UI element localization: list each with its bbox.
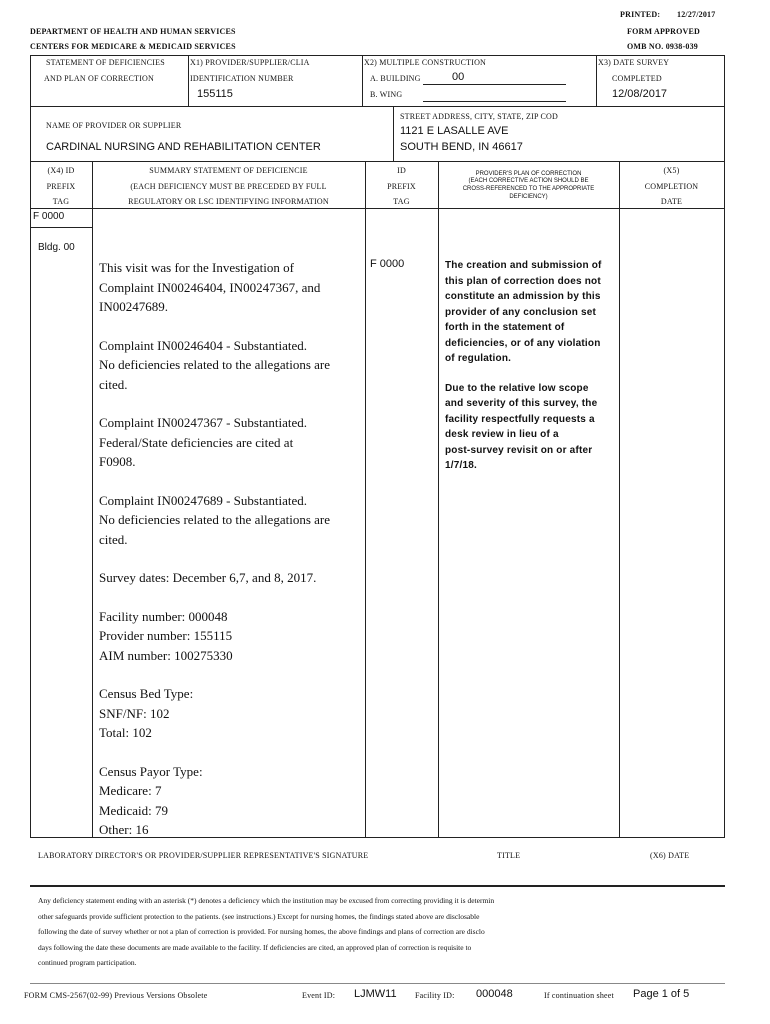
summary-line: Total: 102: [99, 725, 152, 740]
header-row-border: [30, 208, 725, 209]
multiple-construction-label: X2) MULTIPLE CONSTRUCTION: [364, 58, 487, 67]
poc-paragraph: [445, 381, 617, 474]
disclaimer-line: continued program participation.: [38, 958, 137, 968]
id-tag-label: TAG: [393, 197, 410, 206]
summary-paragraph: [99, 568, 361, 588]
summary-line: Census Payor Type:: [99, 763, 203, 779]
summary-paragraph: [99, 491, 361, 550]
summary-line: Medicaid: 79: [99, 802, 168, 818]
summary-line: SNF/NF: 102: [99, 705, 170, 721]
poc-line: 1/7/18.: [445, 460, 477, 471]
ident-right-border: [724, 55, 725, 107]
poc-line: constitute an admission by this: [445, 291, 601, 302]
completion-label: COMPLETION: [644, 182, 699, 191]
table-left-border: [30, 161, 31, 838]
printed-date: 12/27/2017: [677, 10, 716, 19]
footer-top-border: [30, 983, 725, 984]
summary-line: Complaint IN00246404 - Substantiated.: [99, 337, 307, 353]
col-divider-4: [619, 161, 620, 838]
building-tag: Bldg. 00: [38, 242, 75, 253]
printed-label: PRINTED:: [620, 10, 661, 19]
poc-line: of regulation.: [445, 353, 512, 364]
x6-date-label: (X6) DATE: [650, 851, 690, 860]
signature-label: LABORATORY DIRECTOR'S OR PROVIDER/SUPPLIER REPRESENTATIVE'S SIGNATURE: [38, 851, 369, 860]
poc-header-2: (EACH CORRECTIVE ACTION SHOULD BE: [468, 178, 589, 184]
date-label: DATE: [660, 197, 683, 206]
provider-id-label: X1) PROVIDER/SUPPLIER/CLIA: [190, 58, 310, 67]
ident-top-border: [30, 55, 725, 56]
summary-paragraph: [99, 607, 361, 666]
summary-paragraph: [99, 336, 361, 395]
disclaimer-line: following the date of survey whether or not a plan of correction is provided. For nursing homes, the above findings and plans of correction are disclo: [38, 927, 485, 937]
summary-line: AIM number: 100275330: [99, 647, 233, 663]
ident-divider-2: [362, 55, 363, 107]
summary-line: Census Bed Type:: [99, 686, 194, 701]
omb-number: OMB NO. 0938-039: [627, 42, 698, 51]
centers-heading: CENTERS FOR MEDICARE & MEDICAID SERVICES: [30, 42, 236, 51]
ident-left-border: [30, 55, 31, 107]
summary-line: Medicare: 7: [99, 783, 162, 798]
summary-line: Facility number: 000048: [99, 608, 228, 624]
completed-label: COMPLETED: [612, 74, 662, 83]
summary-line: IN00247689.: [99, 299, 168, 314]
facility-id-label: Facility ID:: [415, 991, 455, 1000]
summary-line: Provider number: 155115: [99, 628, 233, 643]
page-number: Page 1 of 5: [633, 988, 690, 1000]
provider-divider: [393, 106, 394, 161]
signature-bottom-border: [30, 885, 725, 887]
table-right-border: [724, 161, 725, 838]
summary-paragraph: [99, 258, 361, 317]
facility-id-value: 000048: [476, 988, 513, 1000]
col-divider-3: [438, 161, 439, 838]
poc-header-1: PROVIDER'S PLAN OF CORRECTION: [475, 171, 582, 177]
disclaimer-line: Any deficiency statement ending with an asterisk (*) denotes a deficiency which the institution may be excused from correcting providing it is determin: [38, 896, 495, 905]
wing-underline: [423, 101, 566, 102]
summary-paragraph: [99, 762, 361, 840]
summary-line: Complaint IN00247689 - Substantiated.: [99, 492, 307, 508]
summary-line: No deficiencies related to the allegations are: [99, 512, 331, 527]
date-survey-label: X3) DATE SURVEY: [598, 58, 670, 67]
summary-paragraph: [99, 684, 361, 743]
summary-line: cited.: [99, 376, 128, 392]
identification-label: IDENTIFICATION NUMBER: [190, 74, 294, 83]
summary-statement: [99, 258, 361, 859]
summary-line: Complaint IN00247367 - Substantiated.: [99, 415, 307, 430]
x4-prefix-label: PREFIX: [46, 182, 76, 191]
poc-line: provider of any conclusion set: [445, 306, 597, 318]
summary-line: F0908.: [99, 454, 136, 469]
building-label: A. BUILDING: [370, 74, 421, 83]
poc-line: The creation and submission of: [445, 260, 602, 271]
form-approved: FORM APPROVED: [627, 27, 701, 36]
poc-header-4: DEFICIENCY): [509, 194, 548, 200]
poc-line: forth in the statement of: [445, 322, 565, 333]
statement-label: STATEMENT OF DEFICIENCIES: [46, 58, 165, 67]
survey-completed-date: 12/08/2017: [612, 88, 668, 100]
disclaimer-line: days following the date these documents are made available to the facility. If deficiencies are cited, an approved plan of correction is requisite to: [38, 942, 472, 952]
ident-bottom-border: [30, 106, 725, 107]
col-divider-1: [92, 161, 93, 838]
building-value: 00: [452, 71, 465, 83]
poc-header-3: CROSS-REFERENCED TO THE APPROPRIATE: [462, 186, 595, 192]
ident-divider-1: [188, 55, 189, 107]
address-line-1: 1121 E LASALLE AVE: [400, 125, 509, 137]
provider-left-border: [30, 106, 31, 161]
summary-line: cited.: [99, 531, 128, 547]
wing-label: B. WING: [370, 90, 403, 99]
event-id-value: LJMW11: [354, 988, 397, 1000]
poc-line: deficiencies, or of any violation: [445, 337, 601, 349]
summary-line: No deficiencies related to the allegations are: [99, 357, 331, 372]
provider-name-label: NAME OF PROVIDER OR SUPPLIER: [46, 121, 182, 130]
poc-paragraph: [445, 258, 617, 367]
x4-id-label: (X4) ID: [47, 166, 75, 175]
summary-header: SUMMARY STATEMENT OF DEFICIENCIE: [149, 166, 308, 175]
poc-line: Due to the relative low scope: [445, 382, 589, 394]
event-id-label: Event ID:: [302, 991, 336, 1000]
provider-right-border: [724, 106, 725, 161]
prefix-tag-underline: [30, 227, 93, 228]
building-underline: [423, 84, 566, 85]
summary-line: Survey dates: December 6,7, and 8, 2017.: [99, 570, 317, 585]
provider-bottom-border: [30, 161, 725, 162]
street-address-label: STREET ADDRESS, CITY, STATE, ZIP COD: [400, 112, 558, 121]
summary-paragraph: [99, 413, 361, 472]
poc-line: this plan of correction does not: [445, 275, 601, 287]
poc-line: desk review in lieu of a: [445, 429, 559, 440]
id-label: ID: [397, 166, 406, 175]
x4-tag-label: TAG: [52, 197, 70, 206]
x5-label: (X5): [663, 166, 680, 175]
title-label: TITLE: [497, 851, 521, 860]
plan-of-correction: [445, 258, 617, 488]
summary-line: Complaint IN00246404, IN00247367, and: [99, 279, 321, 295]
disclaimer-line: other safeguards provide sufficient protection to the patients. (see instructions.) Except for nursing homes, the findings stated above are disclosable: [38, 911, 480, 921]
left-prefix-tag: F 0000: [33, 211, 65, 222]
summary-subheader-2: REGULATORY OR LSC IDENTIFYING INFORMATION: [128, 197, 329, 206]
summary-subheader-1: (EACH DEFICIENCY MUST BE PRECEDED BY FULL: [130, 182, 327, 191]
poc-line: post-survey revisit on or after: [445, 444, 593, 456]
address-line-2: SOUTH BEND, IN 46617: [400, 141, 523, 153]
summary-line: Federal/State deficiencies are cited at: [99, 434, 294, 450]
plan-label: AND PLAN OF CORRECTION: [44, 74, 154, 83]
department-heading: DEPARTMENT OF HEALTH AND HUMAN SERVICES: [30, 27, 236, 36]
poc-line: facility respectfully requests a: [445, 413, 595, 425]
id-prefix-tag: F 0000: [370, 258, 405, 270]
continuation-label: If continuation sheet: [544, 991, 614, 1000]
summary-line: Other: 16: [99, 822, 149, 837]
summary-line: This visit was for the Investigation of: [99, 260, 294, 275]
poc-line: and severity of this survey, the: [445, 398, 598, 409]
provider-name: CARDINAL NURSING AND REHABILITATION CENTER: [46, 141, 321, 153]
disclaimer: [38, 893, 718, 971]
id-prefix-label: PREFIX: [387, 182, 416, 191]
form-number: FORM CMS-2567(02-99) Previous Versions Obsolete: [24, 991, 208, 1000]
ident-divider-3: [596, 55, 597, 107]
provider-id-value: 155115: [197, 88, 233, 100]
col-divider-2: [365, 161, 366, 838]
